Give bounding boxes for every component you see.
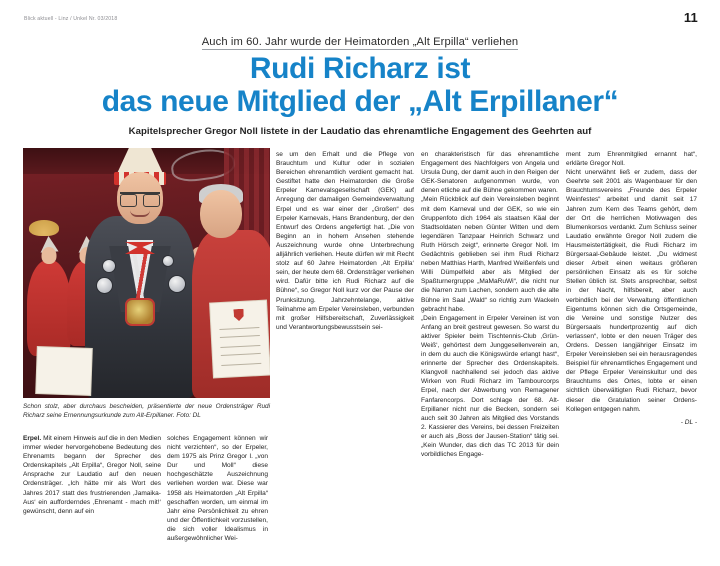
body-paragraph: Nicht unerwähnt ließ er zudem, dass der Geehrte seit 2001 als Wagenbauer für den Brauchtumsvereins „Freunde des Erpeler Weinfestes“ arbeitet und damit seit 17 Jahren zum Kern des Teams gehört, dem der Ort die herrlichen Motivwagen des Blumenkorsos verdankt. Zum Schluss seiner Laudatio erwähnte Gregor Noll zudem die Hausmeistertätigkeit, die Rudi Richarz im Bürgersaal-Gebäude leistet. „Du widmest dieser Arbeit einen weitaus größeren persönlichen Einsatz als es für solche Stellen üblich ist. Stets ansprechbar, selbst in der Nacht, hilfsbereit, aber auch verbindlich bei der Verwaltung öffentlichen Eigentums können sich die Ortsgemeinde, die Vereine und sonstige Nutzer des Bürgersaals hundertprozentig auf dich verlassen“, lobte er den neuen Träger des Ordens. Dessen langjähriger Einsatz im Erpeler Vereinsleben sei ein herausragendes Beispiel für ehrenamtliches Engagement und der Pflege Erpeler Vereinskultur und des Brauchtums des Ortes, lobte er einen sichtlich überwältigten Rudi Richarz, bevor dieser die Gratulation seiner Ordens-Kollegen entgegen nahm. xyxy=(566,169,697,413)
running-head: Blick aktuell - Linz / Unkel Nr. 03/2018 xyxy=(24,16,118,22)
photo-person-head xyxy=(200,190,242,238)
body-column-5 xyxy=(566,150,697,427)
article-headline xyxy=(0,52,720,118)
photo-caption xyxy=(23,402,270,420)
body-paragraph: „Dein Engagement in Erpeler Vereinen ist von Anfang an breit gestreut gewesen. So warst du aktiver Spieler beim Tischtennis-Club ‚Grün-Weiß‘, gehörtest dem Junggesellenverein an, in dem du auch die Königswürde erlangt hast“, erinnerte der Sprecher des Ordenskapitels. Klangvoll nachhallend sei jedoch das aktive Wirken von Rudi Richarz im Tambourcorps Erpel, nach der Abwerbung von Remagener Fanfarencorps. Dort schlage der 68. Alt-Erpillaner nicht nur die Becken, sondern sei auch seit 30 Jahren als Mitglied des Vorstands 2. Kassierer des Vereins, bei dessen Freizeiten er auch als „Boss der Jausen-Station“ tätig sei. „Kein Wunder, das dich das TC 2013 für dein vorbildliches Engage- xyxy=(421,314,559,459)
body-paragraph xyxy=(23,434,161,516)
body-text: Mit einem Hinweis auf die in den Medien immer wieder hervorgehobene Bedeutung des Ehrenamts begann der Sprecher des Ordenskapitels „Alt Erpilla“, Gregor Noll, seine Ansprache zur Laudatio auf den neuen Ordensträger. „Ich hätte mir als Wort des Jahres 2017 statt des frustrierenden ‚Jamaika-Aus‘ ein aufforderndes ‚Ehrenamt - mach mit!‘ gewünscht, denn auf ein xyxy=(23,435,161,515)
article-kicker-text: Auch im 60. Jahr wurde der Heimatorden „Alt Erpilla“ verliehen xyxy=(201,36,519,48)
lapel-badge xyxy=(97,278,112,293)
body-column-1 xyxy=(23,434,161,516)
photo-person-head xyxy=(42,247,57,264)
photo-credit: Foto: DL xyxy=(176,412,201,420)
author-endmark: - DL - xyxy=(680,418,697,426)
heimatorden-medal xyxy=(127,300,153,324)
lapel-badge xyxy=(103,260,115,272)
ernennungsurkunde-document xyxy=(210,301,270,378)
photo-subject-rudi-richarz xyxy=(85,216,195,398)
body-column-2 xyxy=(167,434,268,543)
straw-hat-icon xyxy=(29,220,59,236)
dateline: Erpel. xyxy=(23,435,42,442)
body-paragraph: ment zum Ehrenmitglied ernannt hat“, erklärte Gregor Noll. xyxy=(566,151,697,168)
body-paragraph: solches Engagement können wir nicht verzichten“, so der Erpeler, dem 1975 als Prinz Gregor I. „von Dur und Moll“ diese hochgeschätzte Auszeichnung verliehen worden war. Diese war 1958 als Heimatorden „Alt Erpilla“ geschaffen worden, um einmal im Jahr eine Persönlichkeit zu ehren und der Öffentlichkeit vorzustellen, die sich voller Idealismus in außergewöhnlicher Wei- xyxy=(167,435,268,543)
photo-caption-text: Schon stolz, aber durchaus bescheiden, präsentierte der neue Ordensträger Rudi Richarz seine Ernennungsurkunde zum Alt-Erpillaner. xyxy=(23,403,270,420)
body-column-3 xyxy=(276,150,414,332)
page-number: 11 xyxy=(683,10,698,25)
body-paragraph: en charakteristisch für das ehrenamtliche Engagement des Nachfolgers von Angela und Ursula Dung, der damit auch in den Reigen der GEK-Senatoren aufgenommen wurde, von denen etliche auf die Bühne gekommen waren. xyxy=(421,151,559,195)
photo-background-person xyxy=(27,260,71,356)
article-kicker xyxy=(0,36,720,48)
article-standfirst: Kapitelsprecher Gregor Noll listete in der Laudatio das ehrenamtliche Engagement des Geehrten auf xyxy=(128,126,592,137)
body-paragraph: „Mein Rückblick auf dein Vereinsleben beginnt mit dem Karneval und der GEK, so wie ein Gruppenfoto dich 1964 als staatsen Käal der Stadtsoldaten neben Günter Witten und dem legendären Tanzpaar Heinrich Schwarz und Ruth Hörsch zeigt“, erinnerte Gregor Noll. Im Gedächtnis geblieben sei ihm Rudi Richarz neben Matthias Harth, Manfred Weißenfels und Willi Dümpelfeld aber als Mitglied der Spaßturnergruppe „MaMaRuWi“, die nicht nur die Narren zum Lachen, sondern auch die alte Bühne im Saal „Wald“ so richtig zum Wackeln gebracht habe. xyxy=(421,196,559,313)
ernennungsurkunde-document-secondary xyxy=(36,347,92,395)
body-column-4 xyxy=(421,150,559,459)
headline-line-2: das neue Mitglied der „Alt Erpillaner“ xyxy=(101,85,619,118)
glasses-icon xyxy=(120,192,160,205)
lapel-badge xyxy=(163,256,173,266)
lapel-badge xyxy=(169,276,185,292)
headline-line-1: Rudi Richarz ist xyxy=(249,52,471,85)
body-paragraph: se um den Erhalt und die Pflege von Brauchtum und Kultur oder in sozialen Bereichen ehrenamtlich verdient gemacht hat. Gestiftet hatte den Heimatorden die Große Erpeler Karnevalsgesellschaft (GEK) auf Anregung der damaligen Gemeindeverwaltung Erpel und es war einer der „Großen“ des Erpeler Karnevals, Hans Brandenburg, der den Entwurf des Ordens angefertigt hat. „Die von Beginn an in hohem Ansehen stehende Auszeichnung wurde ohne Unterbrechung alljährlich verliehen. Heute dürfen wir mit Recht stolz auf 60 Jahre Heimatorden ‚Alt Erpilla‘ sein, der heute dem 68. Ordensträger verliehen wird. Dafür bitte ich Rudi Richarz auf die Bühne“, so Gregor Noll kurz vor der Pause der Prunksitzung. Jahrzehntelange, aktive Teilnahme am Erpeler Vereinsleben, verbunden mit großer Hilfsbereitschaft, Zuverlässigkeit und Verantwortungsbewusstsein sei- xyxy=(276,151,414,331)
crest-icon xyxy=(233,309,244,322)
article-photo xyxy=(23,148,270,398)
